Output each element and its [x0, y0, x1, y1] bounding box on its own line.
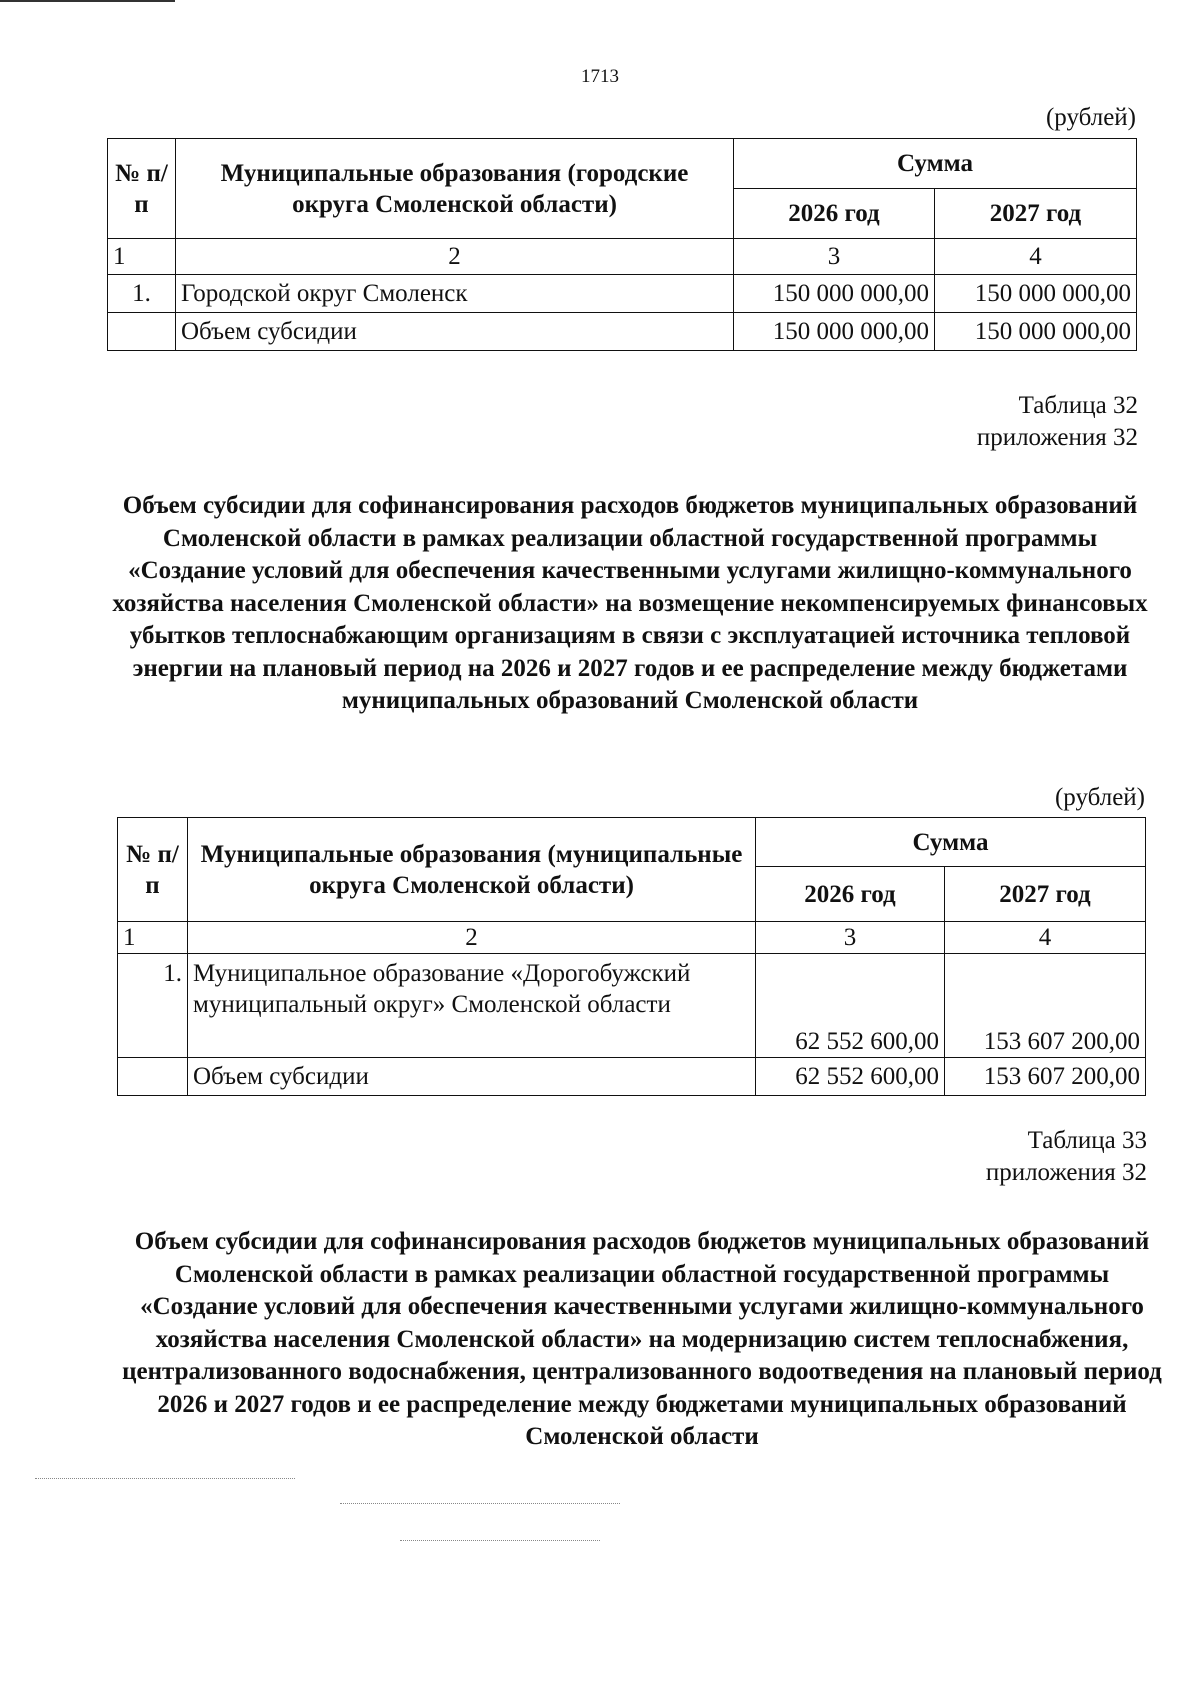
- row-number: 1.: [118, 954, 188, 1058]
- total-value-2027: 153 607 200,00: [945, 1058, 1146, 1096]
- table2-colnum: 3: [756, 922, 945, 954]
- total-label: Объем субсидии: [188, 1058, 756, 1096]
- table2-header-num: № п/п: [118, 818, 188, 922]
- table1-header-num: № п/п: [108, 139, 176, 239]
- row-value-2026: 62 552 600,00: [756, 954, 945, 1058]
- table32-label: Таблица 32: [1018, 392, 1138, 419]
- table1-header-entity: Муниципальные образования (городские округа Смоленской области): [176, 139, 734, 239]
- section2-title: Объем субсидии для софинансирования расходов бюджетов муниципальных образований Смоленской области в рамках реализации областной государственной программы «Создание условий для обеспечения качественными услугами жилищно-коммунального хозяйства населения Смоленской области» на возмещение некомпенсируемых финансовых убытков теплоснабжающим организациям в связи с эксплуатацией источника тепловой энергии на плановый период на 2026 и 2027 годов и ее распределение между бюджетами муниципальных образований Смоленской области: [112, 492, 1148, 714]
- table1-header-sum: Сумма: [734, 139, 1137, 189]
- scan-artifact: [35, 1478, 295, 1480]
- table-row: [118, 954, 1146, 1058]
- table33-label: Таблица 33: [1027, 1127, 1147, 1154]
- table1-colnum: 1: [108, 239, 176, 275]
- table2-header-entity: Муниципальные образования (муниципальные округа Смоленской области): [188, 818, 756, 922]
- table1-colnum: 4: [935, 239, 1137, 275]
- page-number: 1713: [581, 66, 619, 87]
- scan-artifact: [340, 1503, 620, 1505]
- table2-header-year-2026: 2026 год: [756, 867, 945, 922]
- table1-colnum: 2: [176, 239, 734, 275]
- table2-column-numbers: [118, 922, 1146, 954]
- table2-colnum: 2: [188, 922, 756, 954]
- row-entity-name: Муниципальное образование «Дорогобужский муниципальный округ» Смоленской области: [188, 954, 756, 1058]
- row-value-2027: 150 000 000,00: [935, 275, 1137, 313]
- table1-unit: (рублей): [1045, 104, 1136, 131]
- appendix32-label: приложения 32: [985, 1159, 1147, 1186]
- total-value-2026: 150 000 000,00: [734, 313, 935, 351]
- scan-edge-line: [0, 0, 175, 2]
- row-value-2026: 150 000 000,00: [734, 275, 935, 313]
- table2-total-row: [118, 1058, 1146, 1096]
- scan-artifact: [400, 1540, 600, 1542]
- table1-header-year-2027: 2027 год: [935, 189, 1137, 239]
- table2: [117, 817, 1146, 1096]
- table2-header-sum: Сумма: [756, 818, 1146, 867]
- section3-title: Объем субсидии для софинансирования расходов бюджетов муниципальных образований Смоленской области в рамках реализации областной государственной программы «Создание условий для обеспечения качественными услугами жилищно-коммунального хозяйства населения Смоленской области» на модернизацию систем теплоснабжения, централизованного водоснабжения, централизованного водоотведения на плановый период 2026 и 2027 годов и ее распределение между бюджетами муниципальных образований Смоленской области: [122, 1228, 1162, 1450]
- table2-colnum: 1: [118, 922, 188, 954]
- row-value-2027: 153 607 200,00: [945, 954, 1146, 1058]
- appendix32-label: приложения 32: [976, 424, 1138, 451]
- total-label: Объем субсидии: [176, 313, 734, 351]
- total-empty-cell: [108, 313, 176, 351]
- row-number: 1.: [108, 275, 176, 313]
- table2-unit: (рублей): [1054, 784, 1145, 811]
- table1-header-year-2026: 2026 год: [734, 189, 935, 239]
- table1-column-numbers: [108, 239, 1137, 275]
- table1-total-row: [108, 313, 1137, 351]
- table-row: [108, 275, 1137, 313]
- row-entity-name: Городской округ Смоленск: [176, 275, 734, 313]
- total-empty-cell: [118, 1058, 188, 1096]
- total-value-2026: 62 552 600,00: [756, 1058, 945, 1096]
- table1: [107, 138, 1137, 351]
- table2-header-year-2027: 2027 год: [945, 867, 1146, 922]
- table1-colnum: 3: [734, 239, 935, 275]
- total-value-2027: 150 000 000,00: [935, 313, 1137, 351]
- table2-colnum: 4: [945, 922, 1146, 954]
